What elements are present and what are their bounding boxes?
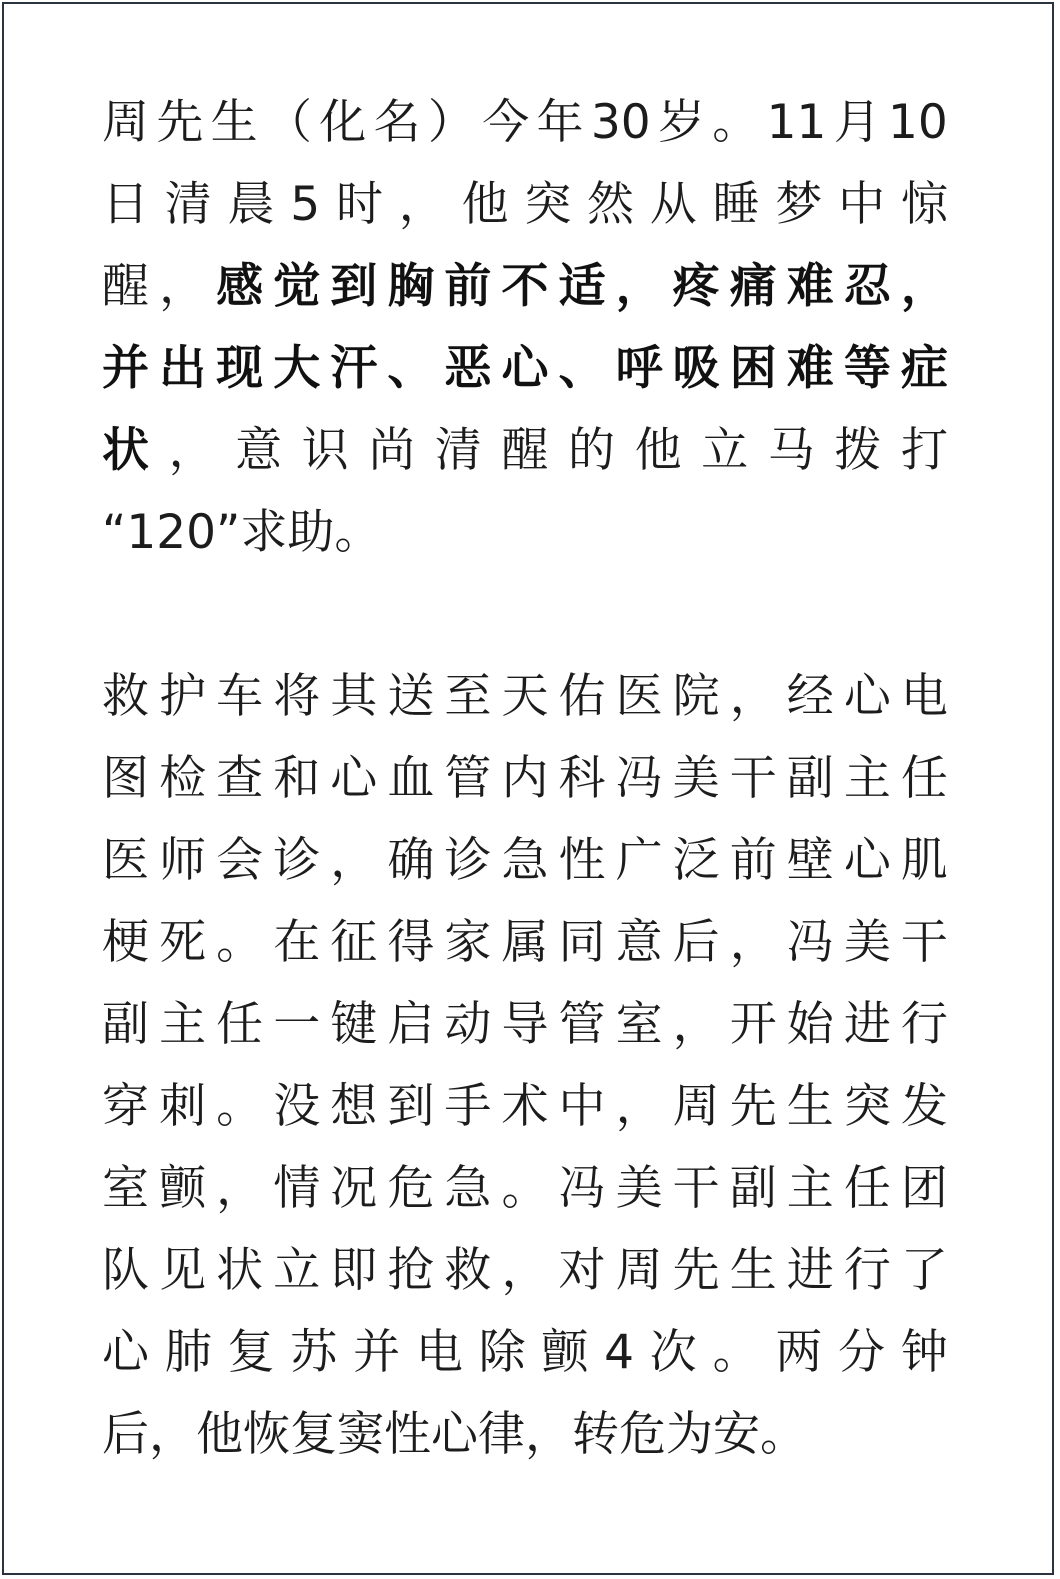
text-char: 了: [900, 1243, 948, 1298]
text-line: [102, 1230, 948, 1312]
text-char: 前: [444, 259, 492, 314]
text-char: 症: [900, 341, 948, 396]
text-char: 泛: [672, 833, 720, 888]
text-char: 。: [501, 1161, 549, 1216]
text-char: 主: [159, 997, 207, 1052]
text-char: 电: [900, 669, 948, 724]
text-char: 天: [501, 669, 549, 724]
text-char: 从: [649, 177, 697, 232]
text-line: [102, 820, 948, 902]
text-char: ，: [398, 177, 446, 232]
text-char: ，: [330, 833, 378, 888]
text-char: 生: [210, 95, 258, 150]
text-char: 室: [615, 997, 663, 1052]
text-char: 生: [729, 1243, 777, 1298]
text-char: ，: [729, 915, 777, 970]
text-char: 美: [672, 751, 720, 806]
text-char: 晨: [227, 177, 275, 232]
text-char: 醒: [102, 259, 149, 314]
text-line: [102, 164, 948, 246]
text-char: 恶: [444, 341, 492, 396]
text-char: 送: [387, 669, 435, 724]
paragraph: [102, 656, 962, 1476]
text-char: 先: [672, 1243, 720, 1298]
text-char: 。: [216, 915, 264, 970]
text-char: ，: [159, 259, 207, 314]
text-char: 至: [444, 669, 492, 724]
text-char: 家: [444, 915, 492, 970]
text-char: 术: [501, 1079, 549, 1134]
text-char: 惊: [900, 177, 948, 232]
text-char: 意: [235, 423, 283, 478]
text-char: 即: [330, 1243, 378, 1298]
text-char: 不: [501, 259, 549, 314]
text-char: 并: [353, 1325, 401, 1380]
text-char: 危: [387, 1161, 435, 1216]
text-char: 除: [478, 1325, 526, 1380]
text-char: 征: [330, 915, 378, 970]
text-line: [102, 1066, 948, 1148]
text-char: 急: [444, 1161, 492, 1216]
text-char: 将: [273, 669, 321, 724]
text-char: 并: [102, 341, 149, 396]
text-char: 佑: [558, 669, 606, 724]
text-char: 壁: [786, 833, 834, 888]
text-char: 同: [558, 915, 606, 970]
text-char: 刺: [159, 1079, 207, 1134]
text-char: 钟: [900, 1325, 948, 1380]
page-frame: [2, 2, 1054, 1575]
text-char: 时: [335, 177, 383, 232]
text-char: 主: [786, 1161, 834, 1216]
text-char: 11: [766, 95, 827, 150]
text-char: 意: [615, 915, 663, 970]
text-char: 护: [159, 669, 207, 724]
text-char: 等: [843, 341, 891, 396]
text-char: 管: [444, 751, 492, 806]
text-char: 手: [444, 1079, 492, 1134]
text-line: [102, 492, 962, 574]
text-char: 立: [701, 423, 749, 478]
text-char: 困: [729, 341, 777, 396]
text-char: 会: [216, 833, 264, 888]
text-char: 拨: [834, 423, 882, 478]
text-char: 吸: [672, 341, 720, 396]
text-char: 感: [216, 259, 264, 314]
text-char: ，: [615, 1079, 663, 1134]
text-char: 队: [102, 1243, 149, 1298]
text-char: 马: [767, 423, 815, 478]
text-char: 忍: [843, 259, 891, 314]
text-char: 进: [786, 1243, 834, 1298]
text-char: （: [264, 95, 312, 150]
text-char: 胸: [387, 259, 435, 314]
text-char: 生: [786, 1079, 834, 1134]
text-char: 苏: [290, 1325, 338, 1380]
text-char: 今: [482, 95, 530, 150]
text-char: 他: [634, 423, 682, 478]
text-char: 、: [558, 341, 606, 396]
text-char: 。: [712, 1325, 760, 1380]
text-char: 中: [838, 177, 886, 232]
text-char: 开: [729, 997, 777, 1052]
text-char: 副: [786, 751, 834, 806]
text-char: ，: [900, 259, 948, 314]
text-char: 分: [838, 1325, 886, 1380]
text-char: 没: [273, 1079, 321, 1134]
text-char: 汗: [330, 341, 378, 396]
text-char: 5: [290, 177, 321, 232]
text-char: 突: [524, 177, 572, 232]
text-char: 梗: [102, 915, 149, 970]
text-line: [102, 246, 948, 328]
text-line: [102, 738, 948, 820]
text-char: 出: [159, 341, 207, 396]
text-char: 美: [843, 915, 891, 970]
text-line: [102, 984, 948, 1066]
text-char: 情: [273, 1161, 321, 1216]
text-char: 到: [330, 259, 378, 314]
text-char: 属: [501, 915, 549, 970]
text-char: 4: [604, 1325, 635, 1380]
text-char: 心: [843, 833, 891, 888]
text-line: [102, 656, 948, 738]
text-line: [102, 1312, 948, 1394]
text-char: ，: [501, 1243, 549, 1298]
text-char: 然: [587, 177, 635, 232]
text-char: 况: [330, 1161, 378, 1216]
text-char: 内: [501, 751, 549, 806]
text-char: 电: [415, 1325, 463, 1380]
text-char: 立: [273, 1243, 321, 1298]
text-char: 状: [216, 1243, 264, 1298]
text-char: 车: [216, 669, 264, 724]
text-char: 。: [216, 1079, 264, 1134]
text-char: 呼: [615, 341, 663, 396]
text-char: 颤: [159, 1161, 207, 1216]
text-char: 副: [729, 1161, 777, 1216]
text-char: 年: [536, 95, 584, 150]
text-char: ，: [216, 1161, 264, 1216]
text-char: 肺: [164, 1325, 212, 1380]
text-char: 穿: [102, 1079, 149, 1134]
text-char: 到: [387, 1079, 435, 1134]
text-char: 副: [102, 997, 149, 1052]
text-char: 日: [102, 177, 149, 232]
text-char: 打: [900, 423, 948, 478]
text-char: 师: [159, 833, 207, 888]
text-char: 心: [843, 669, 891, 724]
text-char: 导: [501, 997, 549, 1052]
text-char: ，: [672, 997, 720, 1052]
text-char: 现: [216, 341, 264, 396]
text-char: 两: [775, 1325, 823, 1380]
text-char: 岁: [657, 95, 705, 150]
text-char: 后: [672, 915, 720, 970]
text-char: 和: [273, 751, 321, 806]
text-char: 团: [900, 1161, 948, 1216]
text-char: 任: [900, 751, 948, 806]
text-char: 行: [843, 1243, 891, 1298]
text-char: 周: [102, 95, 149, 150]
text-line: [102, 902, 948, 984]
text-char: 美: [615, 1161, 663, 1216]
text-char: 院: [672, 669, 720, 724]
text-char: 键: [330, 997, 378, 1052]
text-char: 经: [786, 669, 834, 724]
text-char: 救: [102, 669, 149, 724]
text-char: 心: [501, 341, 549, 396]
text-char: ，: [168, 423, 216, 478]
text-char: 梦: [775, 177, 823, 232]
text-char: ）: [427, 95, 475, 150]
text-char: 启: [387, 997, 435, 1052]
text-line: [102, 410, 948, 492]
article-body: [102, 82, 962, 1476]
text-char: 冯: [786, 915, 834, 970]
text-char: 清: [434, 423, 482, 478]
text-char: 在: [273, 915, 321, 970]
text-char: 清: [164, 177, 212, 232]
text-char: 对: [558, 1243, 606, 1298]
text-char: 广: [615, 833, 663, 888]
text-char: 见: [159, 1243, 207, 1298]
text-line: [102, 1394, 962, 1476]
text-char: 发: [900, 1079, 948, 1134]
paragraph-gap: [102, 574, 962, 656]
text-char: 名: [373, 95, 421, 150]
text-char: 状: [102, 423, 149, 478]
text-char: 难: [786, 341, 834, 396]
text-char: 。: [712, 95, 760, 150]
text-char: 诊: [444, 833, 492, 888]
text-char: 醒: [501, 423, 549, 478]
text-char: 确: [387, 833, 435, 888]
text-char: 疼: [672, 259, 720, 314]
text-char: 、: [387, 341, 435, 396]
text-char: 痛: [729, 259, 777, 314]
text-char: 30: [590, 95, 651, 150]
paragraph: [102, 82, 962, 574]
text-char: 前: [729, 833, 777, 888]
text-segment: “120”求助。: [102, 505, 382, 560]
text-char: 冯: [558, 1161, 606, 1216]
text-char: 医: [615, 669, 663, 724]
text-line: [102, 1148, 948, 1230]
text-char: 检: [159, 751, 207, 806]
text-char: 干: [729, 751, 777, 806]
text-char: 图: [102, 751, 149, 806]
text-char: 诊: [273, 833, 321, 888]
text-char: 性: [558, 833, 606, 888]
text-char: 管: [558, 997, 606, 1052]
text-char: 月: [833, 95, 881, 150]
text-char: 救: [444, 1243, 492, 1298]
text-char: 抢: [387, 1243, 435, 1298]
text-char: 适: [558, 259, 606, 314]
text-char: 得: [387, 915, 435, 970]
text-char: 难: [786, 259, 834, 314]
text-line: [102, 328, 948, 410]
text-char: ，: [729, 669, 777, 724]
text-char: 干: [672, 1161, 720, 1216]
text-char: 查: [216, 751, 264, 806]
text-char: 周: [672, 1079, 720, 1134]
text-char: 先: [729, 1079, 777, 1134]
text-char: 想: [330, 1079, 378, 1134]
text-char: 行: [900, 997, 948, 1052]
text-char: 周: [615, 1243, 663, 1298]
text-char: 他: [461, 177, 509, 232]
text-char: 心: [330, 751, 378, 806]
text-char: 干: [900, 915, 948, 970]
text-char: 大: [273, 341, 321, 396]
text-char: 主: [843, 751, 891, 806]
text-char: 复: [227, 1325, 275, 1380]
text-char: 科: [558, 751, 606, 806]
text-char: 颤: [541, 1325, 589, 1380]
text-char: 任: [216, 997, 264, 1052]
text-char: 睡: [712, 177, 760, 232]
text-char: 死: [159, 915, 207, 970]
text-char: 动: [444, 997, 492, 1052]
text-char: 的: [568, 423, 616, 478]
text-char: ，: [615, 259, 663, 314]
text-char: 血: [387, 751, 435, 806]
text-line: [102, 82, 948, 164]
text-char: 肌: [900, 833, 948, 888]
text-char: 急: [501, 833, 549, 888]
text-char: 先: [156, 95, 204, 150]
text-char: 任: [843, 1161, 891, 1216]
text-char: 心: [102, 1325, 149, 1380]
text-char: 室: [102, 1161, 149, 1216]
text-char: 识: [301, 423, 349, 478]
text-char: 尚: [368, 423, 416, 478]
text-char: 始: [786, 997, 834, 1052]
text-char: 次: [649, 1325, 697, 1380]
text-char: 中: [558, 1079, 606, 1134]
text-char: 冯: [615, 751, 663, 806]
text-char: 其: [330, 669, 378, 724]
text-char: 觉: [273, 259, 321, 314]
text-char: 突: [843, 1079, 891, 1134]
text-segment: 后，他恢复窦性心律，转危为安。: [102, 1407, 807, 1462]
text-char: 医: [102, 833, 149, 888]
text-char: 化: [319, 95, 367, 150]
text-char: 进: [843, 997, 891, 1052]
text-char: 一: [273, 997, 321, 1052]
text-char: 10: [888, 95, 948, 150]
